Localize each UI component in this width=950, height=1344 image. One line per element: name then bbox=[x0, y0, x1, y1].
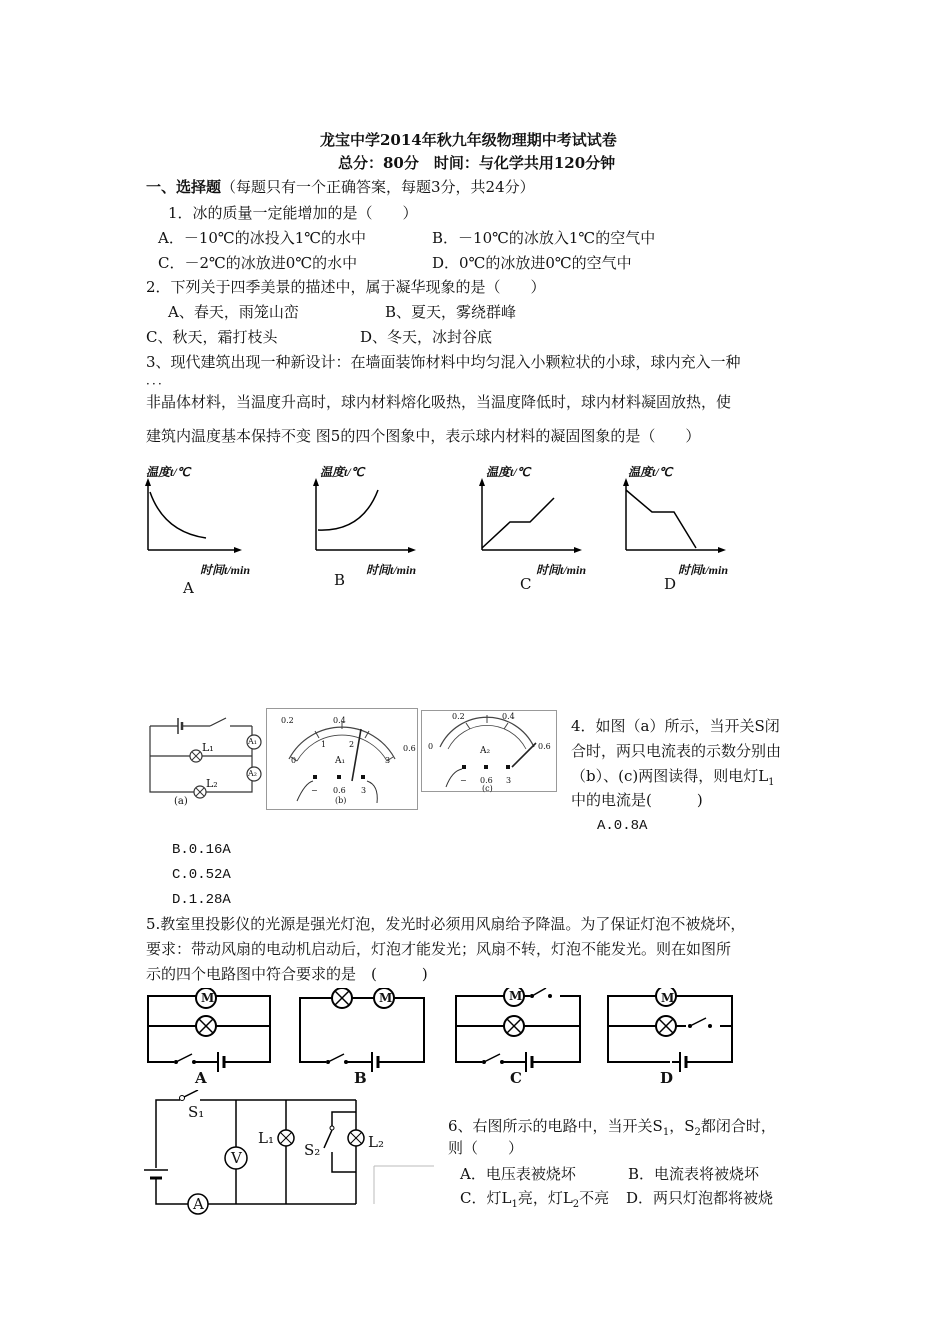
q4-option-b: B.0.16A bbox=[172, 842, 231, 858]
graph-xlabel: 时间t/min bbox=[678, 563, 729, 577]
graph-ylabel: 温度t/℃ bbox=[486, 465, 531, 479]
scale-mid-3: 3 bbox=[385, 756, 391, 765]
q6-line2: 则（ ） bbox=[448, 1139, 524, 1157]
q6-option-b: B．电流表将被烧坏 bbox=[628, 1165, 760, 1183]
scale-top-0.2: 0.2 bbox=[452, 712, 465, 721]
q1-stem: 1．冰的质量一定能增加的是（ ） bbox=[168, 204, 418, 222]
q6-line1-end: 都闭合时， bbox=[700, 1117, 776, 1135]
q4-meter-b bbox=[266, 708, 418, 810]
q5-circuit-d bbox=[600, 988, 740, 1088]
terminal-neg: − bbox=[460, 776, 467, 785]
q5-line3: 示的四个电路图中符合要求的是 ( ) bbox=[146, 965, 428, 983]
scale-end-0: 0 bbox=[291, 756, 297, 765]
section-note: （每题只有一个正确答案，每题3分，共24分） bbox=[221, 178, 535, 196]
q4-circuit-a-svg bbox=[142, 708, 268, 808]
terminal-neg: − bbox=[311, 786, 318, 795]
terminal-3: 3 bbox=[361, 786, 367, 795]
q6-c-sub2: 2 bbox=[572, 1199, 580, 1210]
q2-option-d: D、冬天，冰封谷底 bbox=[360, 328, 493, 346]
q1-option-d: D．0℃的冰放进0℃的空气中 bbox=[432, 254, 632, 272]
q6-circuit-svg bbox=[140, 1090, 440, 1220]
ammeter-a1-label: A₁ bbox=[248, 737, 257, 746]
q6-c-mid: 亮，灯L bbox=[517, 1189, 573, 1207]
option-label: D bbox=[660, 1069, 674, 1087]
q4-line3-sub: 1 bbox=[768, 777, 775, 788]
motor-label: M bbox=[201, 991, 215, 1005]
graph-option-label: A bbox=[183, 579, 194, 597]
q5-circuit-a bbox=[140, 988, 276, 1088]
q4-option-d: D.1.28A bbox=[172, 892, 231, 908]
q1-option-a: A．－10℃的冰投入1℃的水中 bbox=[158, 229, 367, 247]
q6-line1-text: 6、右图所示的电路中，当开关S bbox=[448, 1117, 663, 1135]
q6-option-c bbox=[460, 1188, 609, 1215]
q3-graph-c bbox=[460, 460, 620, 600]
q6-c-sub1: 1 bbox=[511, 1199, 518, 1210]
q6-line1-mid: ，S bbox=[669, 1117, 695, 1135]
option-label: B bbox=[354, 1069, 367, 1087]
q3-graph-b bbox=[294, 460, 454, 600]
ammeter-a2-label: A₂ bbox=[248, 769, 257, 778]
q4-line3 bbox=[571, 766, 775, 793]
scale-mid-1: 1 bbox=[321, 740, 327, 749]
q3-emphasis-dots: ．．． bbox=[146, 373, 171, 387]
terminal-0.6: 0.6 bbox=[480, 776, 493, 785]
q4-line2: 合时，两只电流表的示数分别由 bbox=[571, 742, 782, 760]
q3-graph-a bbox=[128, 460, 288, 600]
scale-end-0.6: 0.6 bbox=[538, 742, 551, 751]
lamp-l2-label: L₂ bbox=[206, 777, 218, 790]
motor-label: M bbox=[661, 991, 675, 1005]
q6-circuit bbox=[140, 1090, 440, 1220]
graph-xlabel: 时间t/min bbox=[536, 563, 587, 577]
q6-c-pre: C．灯L bbox=[460, 1189, 512, 1207]
scale-top-0.4: 0.4 bbox=[502, 712, 515, 721]
terminal-3: 3 bbox=[506, 776, 512, 785]
scale-top-0.2: 0.2 bbox=[281, 716, 294, 725]
graph-ylabel: 温度t/℃ bbox=[320, 465, 365, 479]
option-label: C bbox=[510, 1069, 522, 1087]
voltmeter-label: V bbox=[231, 1149, 242, 1167]
scale-top-0.4: 0.4 bbox=[333, 716, 346, 725]
q5-circuit-c bbox=[448, 988, 588, 1088]
q4-meter-c bbox=[421, 710, 557, 792]
graph-option-label: B bbox=[334, 571, 346, 589]
option-label: A bbox=[195, 1069, 207, 1087]
motor-label: M bbox=[509, 989, 523, 1003]
q4-circuit-a bbox=[142, 708, 268, 808]
graph-ylabel: 温度t/℃ bbox=[146, 465, 191, 479]
scale-mid-2: 2 bbox=[349, 740, 355, 749]
graph-option-label: D bbox=[664, 575, 677, 593]
figure-label: (c) bbox=[482, 784, 493, 793]
q6-line1-sub2: 2 bbox=[694, 1127, 701, 1138]
q2-stem: 2．下列关于四季美景的描述中，属于凝华现象的是（ ） bbox=[146, 278, 546, 296]
q6-option-d: D．两只灯泡都将被烧 bbox=[626, 1189, 774, 1207]
q6-option-a: A．电压表被烧坏 bbox=[460, 1165, 576, 1183]
q6-line1-sub1: 1 bbox=[662, 1127, 670, 1138]
q5-circuit-b bbox=[292, 988, 432, 1088]
scale-end-0.6: 0.6 bbox=[403, 744, 416, 753]
q3-line3: 建筑内温度基本保持不变 图5的四个图象中，表示球内材料的凝固图象的是（ ） bbox=[146, 427, 701, 445]
graph-xlabel: 时间t/min bbox=[366, 563, 417, 577]
q3-line1: 3、现代建筑出现一种新设计：在墙面装饰材料中均匀混入小颗粒状的小球，球内充入一种 bbox=[146, 353, 741, 371]
q4-line4: 中的电流是( ) bbox=[571, 791, 703, 809]
q1-option-c: C．－2℃的冰放进0℃的水中 bbox=[158, 254, 358, 272]
q6-c-end: 不亮 bbox=[579, 1189, 610, 1207]
q1-option-b: B．－10℃的冰放入1℃的空气中 bbox=[432, 229, 656, 247]
figure-label: (b) bbox=[335, 796, 347, 805]
q4-line3-text: （b）、(c)两图读得，则电灯L bbox=[571, 767, 769, 785]
q2-option-c: C、秋天，霜打枝头 bbox=[146, 328, 278, 346]
section-title: 一、选择题 bbox=[146, 178, 222, 196]
scale-end-0: 0 bbox=[428, 742, 434, 751]
graph-xlabel: 时间t/min bbox=[200, 563, 251, 577]
q2-option-b: B、夏天，雾绕群峰 bbox=[385, 303, 517, 321]
switch-s2-label: S₂ bbox=[304, 1141, 321, 1159]
lamp-l1-label: L₁ bbox=[202, 741, 214, 754]
page-subtitle: 总分：80分 时间：与化学共用120分钟 bbox=[338, 154, 616, 172]
graph-option-label: C bbox=[520, 575, 532, 593]
page-title: 龙宝中学2014年秋九年级物理期中考试试卷 bbox=[320, 131, 617, 149]
terminal-0.6: 0.6 bbox=[333, 786, 346, 795]
motor-label: M bbox=[379, 991, 393, 1005]
lamp-l1-label: L₁ bbox=[258, 1129, 274, 1147]
q4-option-c: C.0.52A bbox=[172, 867, 231, 883]
q4-line1: 4．如图（a）所示，当开关S闭 bbox=[571, 717, 780, 735]
figure-label: (a) bbox=[174, 796, 188, 807]
q4-option-a: A.0.8A bbox=[597, 818, 648, 834]
meter-name: A₁ bbox=[335, 756, 346, 766]
q3-graph-d bbox=[604, 460, 764, 600]
q2-option-a: A、春天，雨笼山峦 bbox=[168, 303, 299, 321]
ammeter-label: A bbox=[193, 1195, 204, 1213]
q3-line2: 非晶体材料，当温度升高时，球内材料熔化吸热，当温度降低时，球内材料凝固放热，使 bbox=[146, 393, 732, 411]
q5-line2: 要求：带动风扇的电动机启动后，灯泡才能发光；风扇不转，灯泡不能发光。则在如图所 bbox=[146, 940, 732, 958]
lamp-l2-label: L₂ bbox=[368, 1133, 384, 1151]
q5-line1: 5.教室里投影仪的光源是强光灯泡，发光时必须用风扇给予降温。为了保证灯泡不被烧坏， bbox=[146, 915, 746, 933]
switch-s1-label: S₁ bbox=[188, 1103, 205, 1121]
meter-name: A₂ bbox=[480, 746, 491, 756]
section-heading bbox=[146, 177, 535, 197]
graph-ylabel: 温度t/℃ bbox=[628, 465, 673, 479]
